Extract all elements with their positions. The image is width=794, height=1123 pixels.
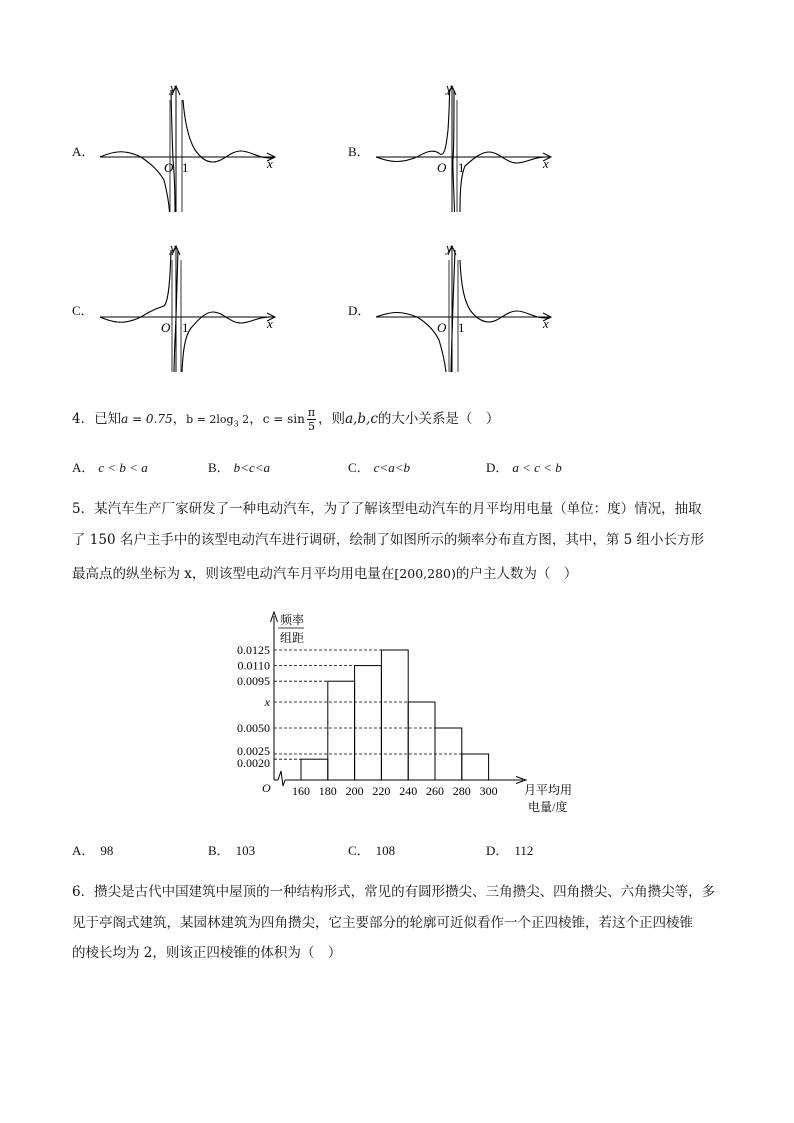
curve-right [183,100,274,162]
curve-center [453,90,455,212]
choice-text: b<c<a [233,460,270,475]
hist-bars [301,650,489,780]
hist-ytick-label: 0.0125 [237,643,270,657]
q5-choice-b[interactable] [208,840,255,859]
option-b-graph [372,80,562,216]
q5-choice-c[interactable] [348,840,395,859]
y-label: y [170,240,176,255]
y-label: y [446,240,452,255]
origin-label: O [161,320,171,335]
q4-choice-c[interactable] [348,457,410,476]
q5-line-1: 5．某汽车生产厂家研发了一种电动汽车，为了了解该型电动汽车的月平均用电量（单位：度）情况，抽取 [72,501,702,517]
option-a-label: A． [72,144,95,159]
choice-letter: C． [348,843,370,858]
origin-label: O [164,160,174,175]
choice-text: 108 [375,843,396,858]
q5-choice-a[interactable] [72,840,113,859]
q4-c-expr: c = sin [262,412,305,426]
q4-b-tail: 2 [238,413,250,426]
hist-xtick-label: 180 [318,784,337,798]
origin-label: O [437,160,447,175]
choice-letter: D． [486,460,509,475]
q4-choice-b[interactable] [208,457,270,476]
q5-interval: [200,280) [394,566,456,581]
option-b-label: B． [348,144,370,159]
hist-ytick-label: 0.0025 [237,744,270,758]
option-a-graph [96,80,286,216]
hist-xlabel-top: 月平均用 [524,783,573,797]
choice-letter: B． [208,460,230,475]
q4-frac-num: π [307,406,316,419]
hist-bar-240-260 [408,702,435,780]
one-label: 1 [182,320,189,335]
choice-letter: A． [72,843,95,858]
choice-text: 112 [514,843,534,858]
hist-xticks [292,784,498,798]
choice-text: 98 [100,843,114,858]
q5-line-3 [72,567,577,581]
frequency-histogram [222,608,582,820]
q6-line-2: 见于亭阁式建筑，某园林建筑为四角攒尖，它主要部分的轮廓可近似看作一个正四棱锥，若这个正四棱锥 [72,915,693,931]
choice-letter: D． [486,843,509,858]
hist-xtick-label: 160 [292,784,310,798]
hist-origin: O [262,781,271,795]
q4-b-sub: 3 [233,419,239,429]
choice-text: a < c < b [512,460,562,475]
curve-center [171,90,175,212]
q4-fraction [307,406,316,433]
x-label: x [267,156,273,171]
hist-bar-280-300 [462,754,489,780]
hist-ytick-label: x [264,695,270,709]
choice-text: c < b < a [98,460,148,475]
choice-letter: A． [72,460,95,475]
hist-bar-200-220 [355,666,382,780]
x-label: x [543,156,549,171]
origin-label: O [437,320,447,335]
y-label: y [446,80,452,95]
q6-line-3: 的棱长均为 2，则该正四棱锥的体积为（ ） [72,945,342,961]
hist-xtick-label: 240 [399,784,418,798]
q4-frac-den: 5 [307,420,315,433]
hist-ytick-label: 0.0110 [237,658,270,673]
choice-letter: B． [208,843,230,858]
option-c-graph [96,240,286,376]
curve-left [376,90,450,162]
q4-sep2: ， [249,411,263,427]
q4-b-expr: b = 2log [186,413,234,426]
hist-ytick-label: 0.0050 [237,721,270,735]
one-label: 1 [458,160,465,175]
q4-sep1: ， [172,411,187,427]
question-4 [72,406,499,433]
hist-yticks [237,643,462,770]
one-label: 1 [458,320,465,335]
q4-a-expr: a = 0.75 [121,412,173,426]
option-d-label: D． [348,303,371,318]
q5-line-3c: 的户主人数为（ ） [455,566,578,582]
q4-prefix: 4．已知 [72,411,122,427]
q4-abc: a,b,c [345,411,378,427]
curve-left [100,152,170,212]
q4-choice-d[interactable] [486,457,562,476]
hist-bar-160-180 [301,759,328,780]
hist-xtick-label: 220 [372,784,391,798]
hist-ylabel-top: 频率 [280,613,305,627]
q5-choice-d[interactable] [486,840,533,859]
option-c-label: C． [72,303,94,318]
hist-ylabel-bottom: 组距 [280,631,305,645]
choice-letter: C． [348,460,370,475]
q4-suffix-b: 的大小关系是（ ） [377,411,500,427]
curve-left [376,313,446,373]
option-d-graph [372,240,562,376]
q6-line-1: 6．攒尖是古代中国建筑中屋顶的一种结构形式，常见的有圆形攒尖、三角攒尖、四角攒尖、六角攒尖等，多 [72,884,716,900]
choice-text: c<a<b [373,460,410,475]
hist-ytick-label: 0.0095 [237,674,270,689]
curve-right [460,152,550,212]
y-label: y [170,80,176,95]
q5-line-2: 了 150 名户主手中的该型电动汽车进行调研，绘制了如图所示的频率分布直方图，其中，第 5 组小长方形 [72,532,705,548]
one-label: 1 [182,160,189,175]
x-label: x [267,316,273,331]
hist-xtick-label: 300 [479,784,498,798]
curve-right [182,312,274,372]
curve-right [460,260,550,322]
hist-ytick-label: 0.0020 [237,756,270,771]
q4-choice-a[interactable] [72,457,148,476]
x-label: x [543,316,549,331]
choice-text: 103 [235,843,256,858]
curve-left [100,250,171,322]
hist-xlabel-bottom: 电量/度 [528,800,568,814]
q4-suffix-a: ，则 [318,411,346,427]
hist-xtick-label: 280 [452,784,471,798]
hist-axis-break [278,771,285,786]
hist-bar-180-200 [328,681,355,780]
hist-bar-220-240 [381,650,408,780]
hist-xtick-label: 200 [345,784,364,798]
hist-xtick-label: 260 [426,784,444,798]
q5-line-3a: 最高点的纵坐标为 x，则该型电动汽车月平均用电量在 [72,566,395,582]
